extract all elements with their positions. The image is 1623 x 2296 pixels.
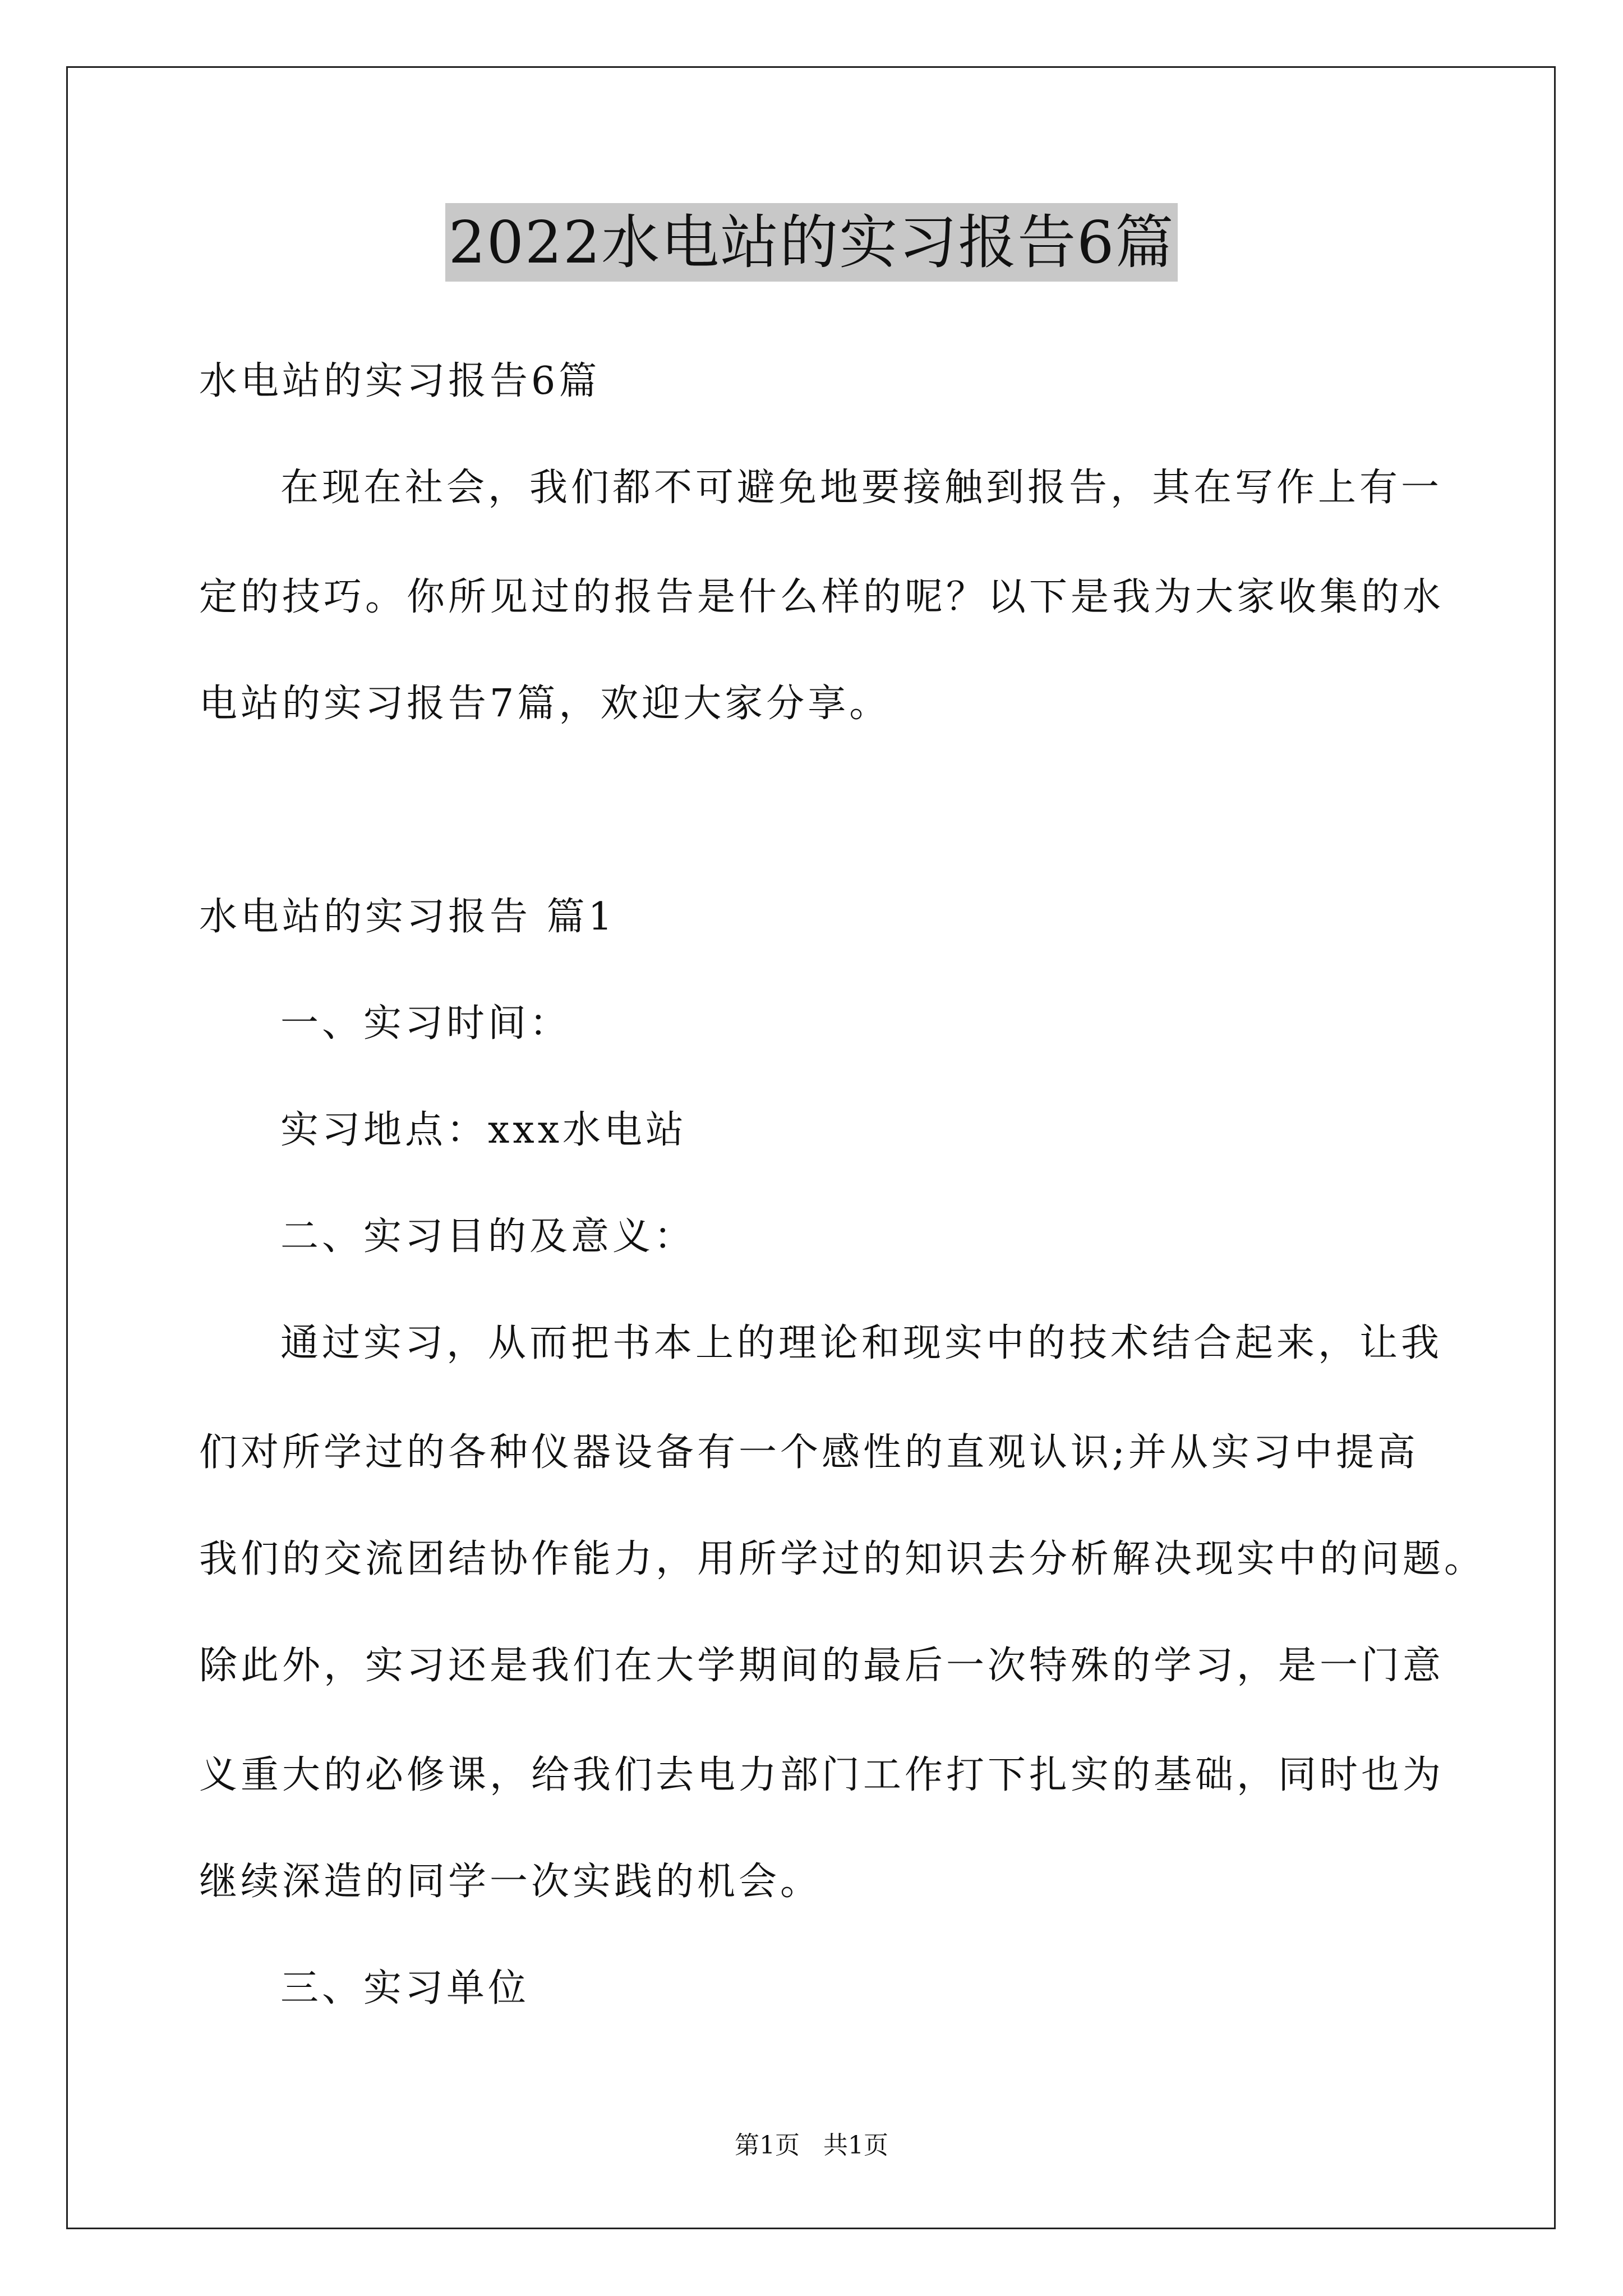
intro-line-2: 定的技巧。你所见过的报告是什么样的呢？以下是我为大家收集的水 (199, 575, 1445, 619)
purpose-line-5: 义重大的必修课，给我们去电力部门工作打下扎实的基础，同时也为 (199, 1753, 1445, 1797)
purpose-line-1: 通过实习，从而把书本上的理论和现实中的技术结合起来，让我 (280, 1321, 1443, 1365)
document-title: 2022水电站的实习报告6篇 (445, 203, 1178, 282)
purpose-line-3: 我们的交流团结协作能力，用所学过的知识去分析解决现实中的问题。 (199, 1537, 1486, 1581)
purpose-line-4: 除此外，实习还是我们在大学期间的最后一次特殊的学习，是一门意 (199, 1644, 1445, 1688)
item-time: 一、实习时间： (280, 1001, 571, 1046)
purpose-line-2: 们对所学过的各种仪器设备有一个感性的直观认识;并从实习中提高 (199, 1430, 1419, 1475)
title-container (0, 203, 1623, 282)
item-unit-heading: 三、实习单位 (280, 1966, 530, 2010)
item-purpose-heading: 二、实习目的及意义： (280, 1214, 696, 1259)
item-location: 实习地点：xxx水电站 (280, 1108, 688, 1152)
intro-line-3: 电站的实习报告7篇，欢迎大家分享。 (199, 682, 891, 726)
intro-line-1: 在现在社会，我们都不可避免地要接触到报告，其在写作上有一 (280, 466, 1443, 510)
section-heading: 水电站的实习报告 篇1 (199, 895, 616, 939)
purpose-line-6: 继续深造的同学一次实践的机会。 (199, 1860, 822, 1904)
document-subtitle: 水电站的实习报告6篇 (199, 359, 601, 403)
page-footer: 第1页 共1页 (735, 2131, 888, 2160)
